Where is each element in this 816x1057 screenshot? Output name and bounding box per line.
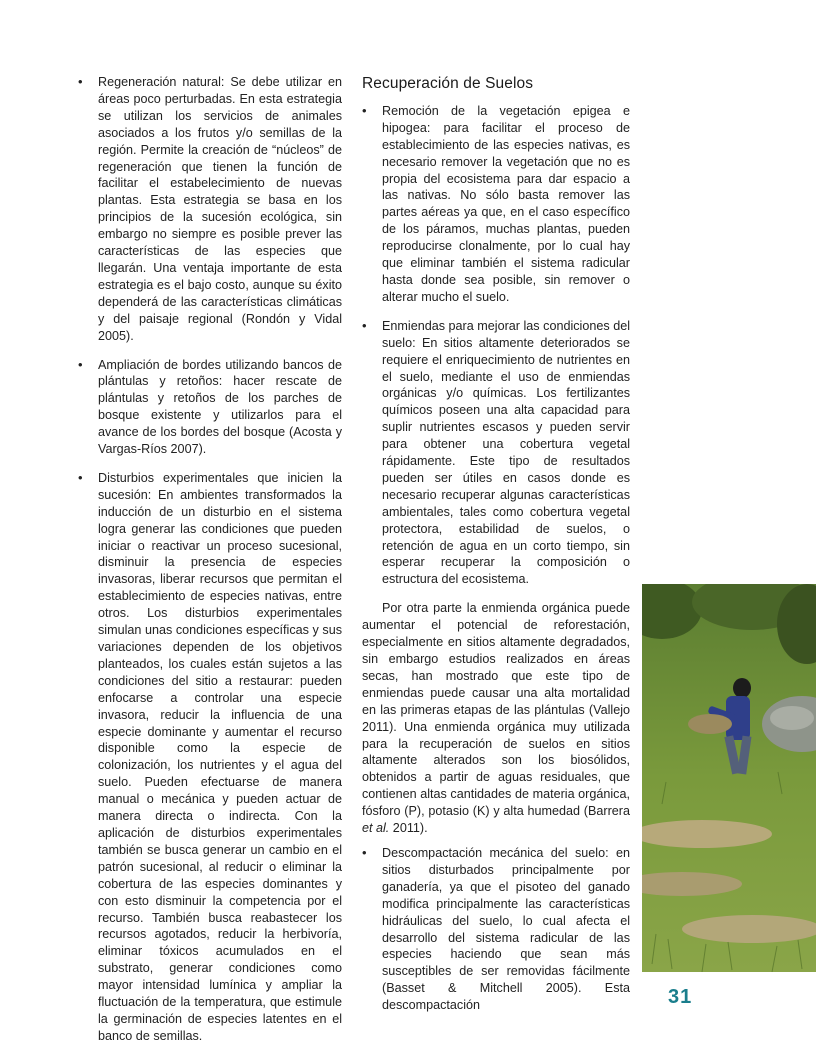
bullet-descompactacion: • Descompactación mecánica del suelo: en sitios disturbados principalmente por ganadería, ya que el pisoteo del ganado modifica principalmente las características hidráulicas del suelo, lo cual afecta el desarrollo del sistema radicular de las especies haciendo que sean más susceptibles de ser removidas fácilmente (Basset & Mitchell 2005). Esta descompactación	[362, 845, 630, 1014]
right-bullet-list	[362, 103, 630, 588]
paragraph-text: Por otra parte la enmienda orgánica puede aumentar el potencial de reforestación, especialmente en sitios altamente degradados, sin embargo estudios realizados en áreas secas, han mostrado que este tipo de enmiendas puede causar una alta mortalidad en las primeras etapas de las plántulas (Vallejo 2011). Una enmienda orgánica muy utilizada para la recuperación de suelos en sitios altamente alterados son los biosólidos, obtenidos a partir de aguas residuales, que contienen altas cantidades de materia orgánica, fósforo (P), potasio (K) y alta humedad (Barrera	[362, 601, 630, 819]
right-bullet-list-2	[362, 845, 630, 1014]
paragraph-text-end: 2011).	[389, 821, 428, 836]
section-heading: Recuperación de Suelos	[362, 75, 534, 92]
bullet-remocion-vegetacion: • Remoción de la vegetación epigea e hipogea: para facilitar el proceso de establecimiento de las especies nativas, es necesario remover la vegetación que no es propia del ecosistema para dar espacio a las nativas. No sólo basta remover las partes aéreas ya que, en el caso específico de los páramos, muchas plantas, pueden reproducirse clonalmente, por lo cual hay que eliminar también el sistema radicular hasta donde sea posible, sin remover o alterar mucho el suelo.	[362, 103, 630, 306]
left-column	[78, 74, 342, 1057]
bullet-enmiendas: • Enmiendas para mejorar las condiciones del suelo: En sitios altamente deteriorados se requiere el enriquecimiento de nutrientes en el suelo, mediante el uso de enmiendas orgánicas y/o químicas. Los fertilizantes químicos poseen una alta capacidad para suplir nutrientes escasos y pueden servir para obtener una cobertura vegetal rápidamente. Este tipo de resultados pueden ser útiles en casos donde es necesario recuperar algunas características ambientales, tales como cobertura vegetal protectora, estabilidad de suelos, o retención de agua en un corto tiempo, sin esperar recuperar la composición o estructura del ecosistema.	[362, 318, 630, 589]
bullet-ampliacion-bordes: • Ampliación de bordes utilizando bancos de plántulas y retoños: hacer rescate de plántulas y retoños de los parches de bosque existente y utilizarlos para el avance de los bordes del bosque (Acosta y Vargas-Ríos 2007).	[78, 357, 342, 458]
bullet-disturbios-experimentales: • Disturbios experimentales que inicien la sucesión: En ambientes transformados la inducción de un disturbio en el sistema logra generar las condiciones que pueden iniciar o reactivar un proceso sucesional, disminuir la presencia de especies invasoras, liberar recursos que permitan el establecimiento de especies nativas, entre otros. Los disturbios experimentales simulan unas condiciones específicas y sus variaciones dependen de los objetivos planteados, los cuales están sujetos a las condiciones del sitio a restaurar: pueden enfocarse a controlar una especie invasora, reducir la influencia de una especie dominante y aumentar el recurso disponible como la especie de colonización, los nutrientes y el agua del suelo. Pueden efectuarse de manera manual o mecánica y pueden actuar de manera directa o indirecta. Con la aplicación de disturbios experimentales también se busca generar un cambio en el patrón sucesional, al reducir o eliminar la cobertura de las especies dominantes y con esto disminuir la competencia por el recurso. También busca reabastecer los recursos agotados, reducir la herbivoría, eliminar tóxicos acumulados en el substrato, generar condiciones como mayor intensidad lumínica y ampliar la fluctuación de la temperatura, que estimule la germinación de especies latentes en el banco de semillas.	[78, 470, 342, 1045]
bullet-regeneracion-natural: • Regeneración natural: Se debe utilizar en áreas poco perturbadas. En esta estrategia se utilizan los servicios de animales asociados a los frutos y/o semillas de la región. Permite la creación de “núcleos” de regeneración que tienen la función de facilitar el estabelecimiento de nuevas plantas. Esta estrategia se basa en los principios de la sucesión ecológica, sin embargo no siempre es posible prever las características de las especies que llegarán. Una ventaja importante de esta estrategia es el bajo costo, aunque su éxito dependerá de las características climáticas y del paisaje regional (Rondón y Vidal 2005).	[78, 74, 342, 345]
left-bullet-list	[78, 74, 342, 1045]
page-number: 31	[668, 986, 693, 1008]
paragraph-italic: et al.	[362, 821, 390, 836]
paragraph-enmienda-organica	[362, 600, 630, 837]
right-column	[362, 76, 630, 1026]
field-photo-illustration	[642, 584, 816, 972]
field-photo	[642, 584, 816, 972]
